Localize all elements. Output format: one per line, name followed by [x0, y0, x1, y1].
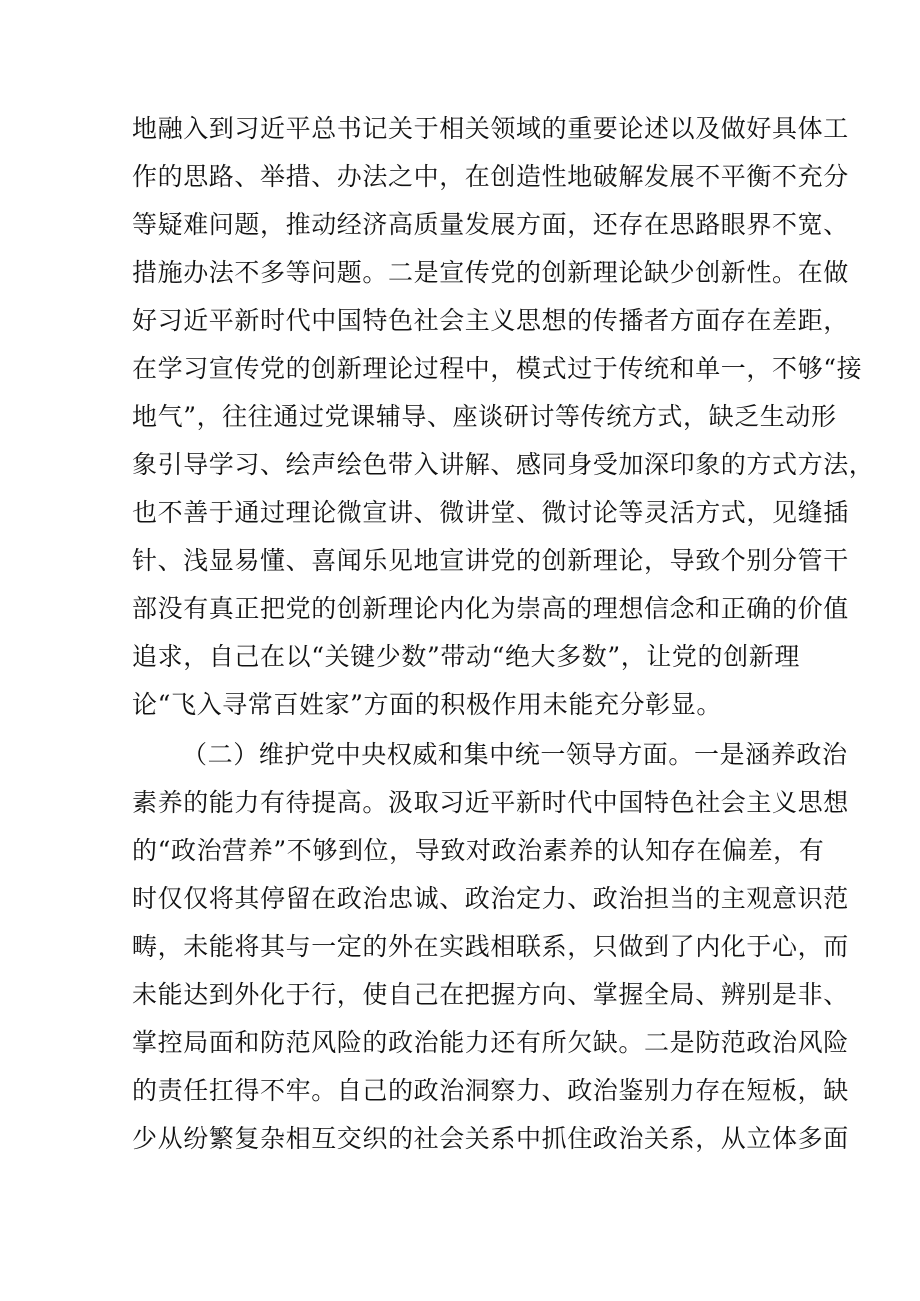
text-line: 部没有真正把党的创新理论内化为崇高的理想信念和正确的价值	[132, 594, 849, 623]
text-line: 在学习宣传党的创新理论过程中，模式过于传统和单一，不够“接	[132, 354, 863, 383]
text-line: 好习近平新时代中国特色社会主义思想的传播者方面存在差距，	[132, 306, 849, 335]
text-line: 少从纷繁复杂相互交织的社会关系中抓住政治关系，从立体多面	[132, 1124, 849, 1153]
text-line: 素养的能力有待提高。汲取习近平新时代中国特色社会主义思想	[132, 788, 849, 817]
text-line: 的责任扛得不牢。自己的政治洞察力、政治鉴别力存在短板，缺	[132, 1076, 849, 1105]
text-line: 地气”，往往通过党课辅导、座谈研讨等传统方式，缺乏生动形	[132, 402, 837, 431]
text-line: 也不善于通过理论微宣讲、微讲堂、微讨论等灵活方式，见缝插	[132, 498, 849, 527]
text-line: 的“政治营养”不够到位，导致对政治素养的认知存在偏差，有	[132, 836, 825, 865]
text-line: 追求，自己在以“关键少数”带动“绝大多数”，让党的创新理	[132, 642, 800, 671]
text-line: 掌控局面和防范风险的政治能力还有所欠缺。二是防范政治风险	[132, 1028, 849, 1057]
text-line: 措施办法不多等问题。二是宣传党的创新理论缺少创新性。在做	[132, 258, 849, 287]
text-line: 地融入到习近平总书记关于相关领域的重要论述以及做好具体工	[132, 114, 849, 143]
text-line: 象引导学习、绘声绘色带入讲解、感同身受加深印象的方式方法，	[132, 450, 875, 479]
text-line: 时仅仅将其停留在政治忠诚、政治定力、政治担当的主观意识范	[132, 884, 849, 913]
text-line: 作的思路、举措、办法之中，在创造性地破解发展不平衡不充分	[132, 162, 849, 191]
text-line: 等疑难问题，推动经济高质量发展方面，还存在思路眼界不宽、	[132, 210, 849, 239]
text-line: 未能达到外化于行，使自己在把握方向、掌握全局、辨别是非、	[132, 980, 849, 1009]
text-line: 畴，未能将其与一定的外在实践相联系，只做到了内化于心，而	[132, 932, 849, 961]
text-line: 论“飞入寻常百姓家”方面的积极作用未能充分彰显。	[132, 690, 722, 719]
section-heading-line: （二）维护党中央权威和集中统一领导方面。一是涵养政治	[182, 740, 848, 769]
text-line: 针、浅显易懂、喜闻乐见地宣讲党的创新理论，导致个别分管干	[132, 546, 849, 575]
